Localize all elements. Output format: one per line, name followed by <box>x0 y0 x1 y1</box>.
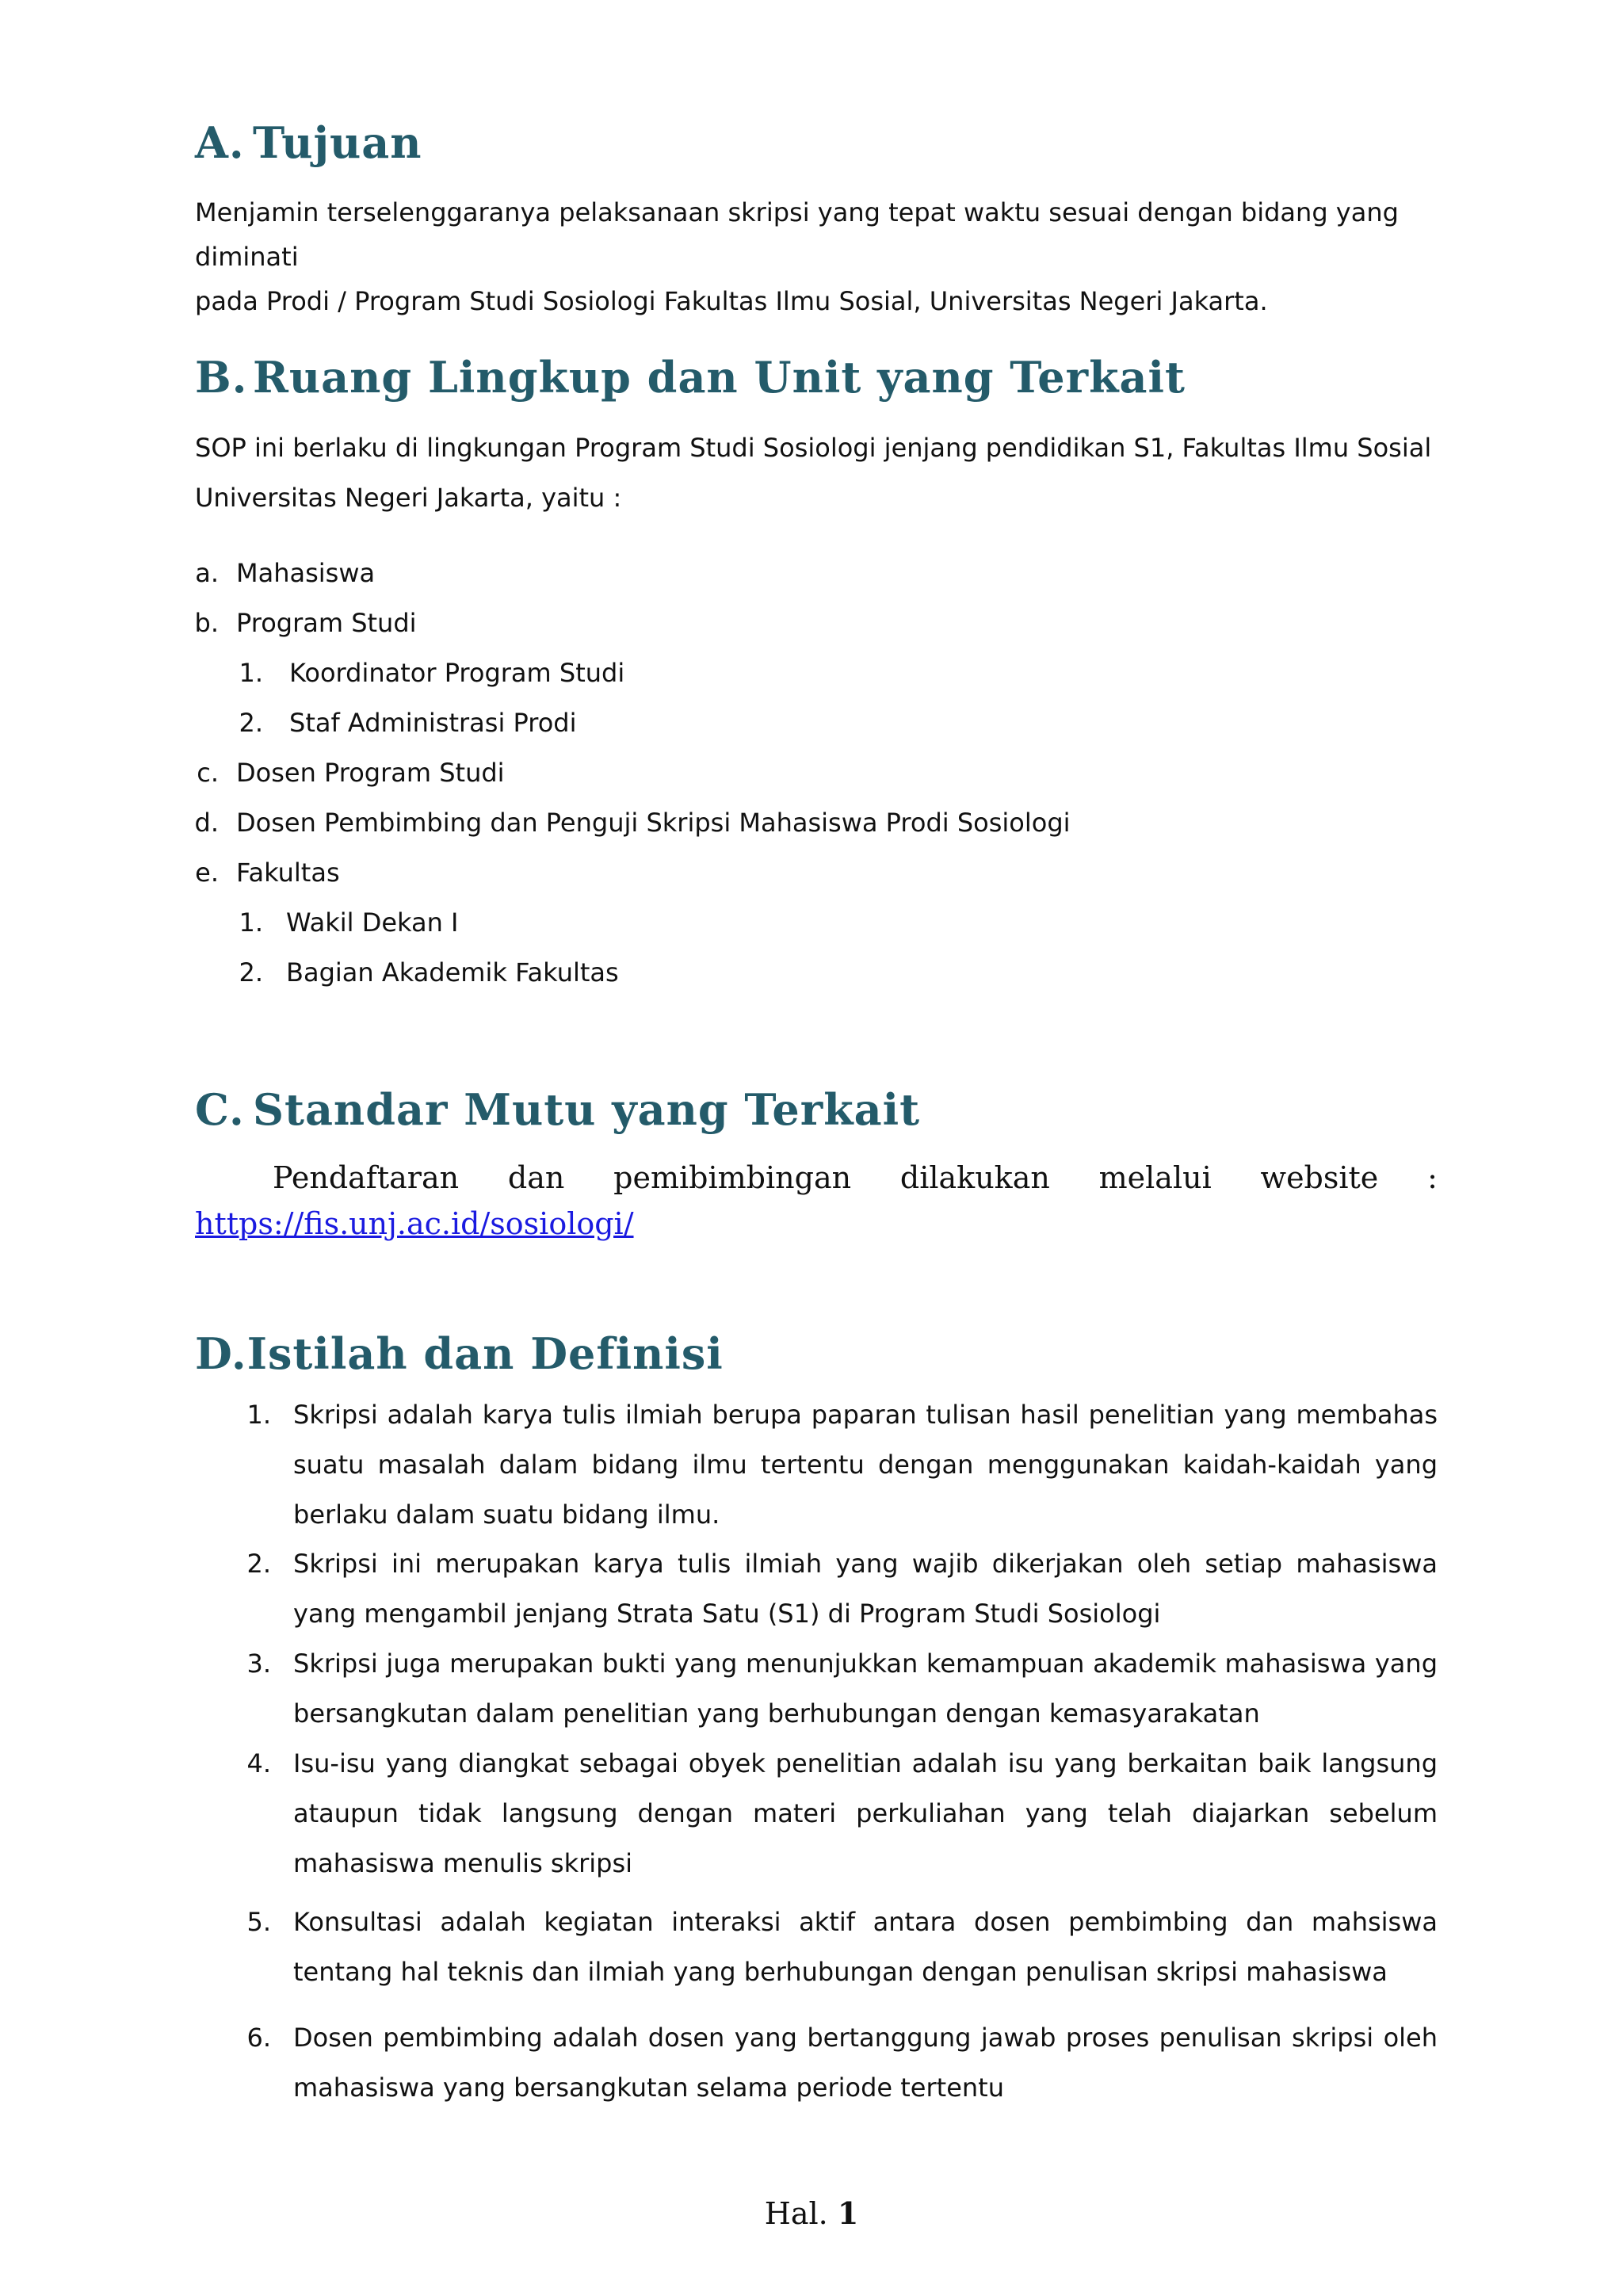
definition-text: Skripsi ini merupakan karya tulis ilmiah yang wajib dikerjakan oleh setiap mahasiswa yang mengambil jenjang Strata Satu (S1) di Program Studi Sosiologi <box>293 1549 1438 1629</box>
definition-number: 5. <box>246 1907 271 1937</box>
heading-istilah <box>195 1328 724 1379</box>
definition-number: 3. <box>246 1648 271 1679</box>
list-item-text: Fakultas <box>236 858 340 888</box>
list-marker: 1. <box>239 658 263 688</box>
word: Pendaftaran <box>273 1160 460 1195</box>
footer-prefix: Hal. <box>764 2196 828 2231</box>
list-marker: b. <box>194 608 219 638</box>
list-item-text: Mahasiswa <box>236 558 376 588</box>
heading-title: Istilah dan Definisi <box>246 1328 724 1379</box>
heading-tujuan <box>195 117 422 168</box>
ruang-lingkup-line-1: SOP ini berlaku di lingkungan Program Studi Sosiologi jenjang pendidikan S1, Fakultas Ilmu Sosial <box>195 433 1432 463</box>
list-item-text: Program Studi <box>236 608 417 638</box>
heading-ruang-lingkup <box>195 352 1186 403</box>
list-marker: 2. <box>239 957 263 988</box>
list-marker: e. <box>195 858 219 888</box>
definition-text: Isu-isu yang diangkat sebagai obyek penelitian adalah isu yang berkaitan baik langsung ataupun tidak langsung dengan materi perkuliahan yang telah diajarkan sebelum mahasiswa menulis skripsi <box>293 1748 1438 1878</box>
word: website <box>1260 1160 1379 1195</box>
list-item-text: Dosen Pembimbing dan Penguji Skripsi Mahasiswa Prodi Sosiologi <box>236 808 1071 838</box>
heading-letter: C. <box>195 1084 245 1135</box>
definition-number: 1. <box>246 1400 271 1430</box>
definition-text: Skripsi adalah karya tulis ilmiah berupa paparan tulisan hasil penelitian yang membahas suatu masalah dalam bidang ilmu tertentu dengan menggunakan kaidah-kaidah yang berlaku dalam suatu bidang ilmu. <box>293 1400 1438 1530</box>
word: : <box>1427 1160 1438 1195</box>
list-item-text: Staf Administrasi Prodi <box>289 708 577 738</box>
heading-title: Ruang Lingkup dan Unit yang Terkait <box>253 352 1186 403</box>
word: dan <box>507 1160 565 1195</box>
word: dilakukan <box>899 1160 1050 1195</box>
word: melalui <box>1098 1160 1212 1195</box>
definition-number: 2. <box>246 1549 271 1579</box>
definition-text: Dosen pembimbing adalah dosen yang bertanggung jawab proses penulisan skripsi oleh mahasiswa yang bersangkutan selama periode tertentu <box>293 2023 1438 2103</box>
list-item-text: Dosen Program Studi <box>236 758 505 788</box>
list-item-text: Bagian Akademik Fakultas <box>286 957 619 988</box>
list-marker: 2. <box>239 708 263 738</box>
definition-number: 4. <box>246 1748 271 1778</box>
list-marker: 1. <box>239 907 263 938</box>
list-item-text: Koordinator Program Studi <box>289 658 625 688</box>
tujuan-paragraph <box>195 190 1438 323</box>
page-number: 1 <box>837 2195 859 2231</box>
heading-standar-mutu <box>195 1084 920 1135</box>
list-marker: a. <box>195 558 219 588</box>
ruang-lingkup-line-2: Universitas Negeri Jakarta, yaitu : <box>195 483 622 513</box>
definition-text: Skripsi juga merupakan bukti yang menunjukkan kemampuan akademik mahasiswa yang bersangkutan dalam penelitian yang berhubungan dengan kemasyarakatan <box>293 1648 1438 1729</box>
heading-letter: B. <box>195 352 248 403</box>
definition-number: 6. <box>246 2023 271 2053</box>
list-marker: c. <box>197 758 219 788</box>
heading-title: Tujuan <box>253 117 422 168</box>
page-footer <box>0 2195 1623 2231</box>
list-item-text: Wakil Dekan I <box>286 907 459 938</box>
standar-mutu-line <box>195 1160 1438 1195</box>
website-link[interactable]: https://fis.unj.ac.id/sosiologi/ <box>195 1206 634 1241</box>
tujuan-line-1: Menjamin terselenggaranya pelaksanaan skripsi yang tepat waktu sesuai dengan bidang yang diminati <box>195 197 1399 272</box>
ruang-lingkup-paragraph <box>195 423 1438 523</box>
tujuan-line-2: pada Prodi / Program Studi Sosiologi Fakultas Ilmu Sosial, Universitas Negeri Jakarta. <box>195 286 1268 316</box>
heading-letter: A. <box>195 117 245 168</box>
word: pemibimbingan <box>613 1160 852 1195</box>
definition-text: Konsultasi adalah kegiatan interaksi aktif antara dosen pembimbing dan mahsiswa tentang hal teknis dan ilmiah yang berhubungan dengan penulisan skripsi mahasiswa <box>293 1907 1438 1987</box>
heading-title: Standar Mutu yang Terkait <box>253 1084 921 1135</box>
heading-letter: D. <box>195 1328 247 1379</box>
list-marker: d. <box>194 808 219 838</box>
